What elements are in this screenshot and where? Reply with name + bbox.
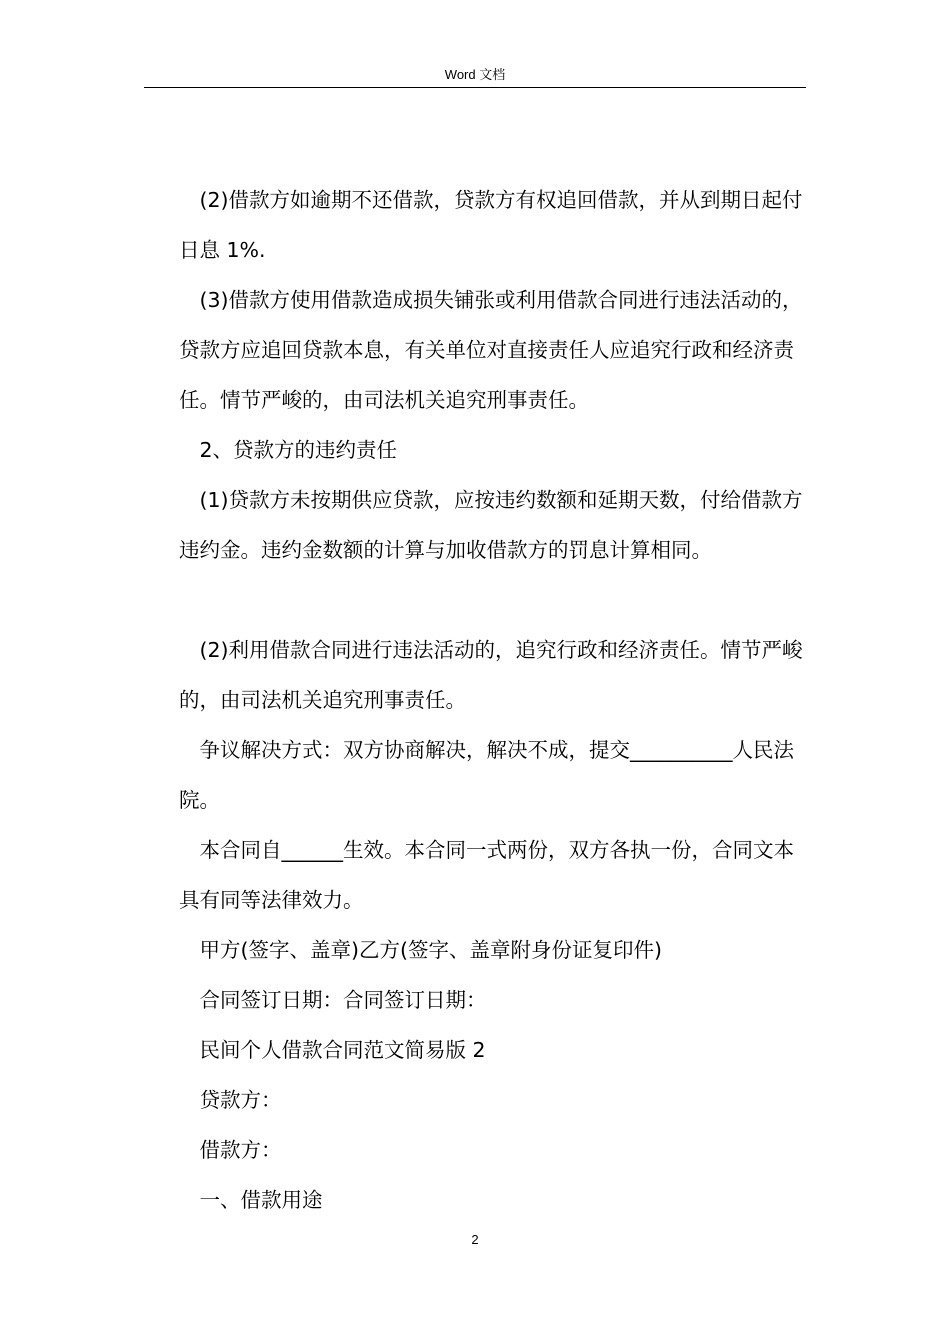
paragraph-signatures: 甲方(签字、盖章)乙方(签字、盖章附身份证复印件) xyxy=(199,938,662,962)
paragraph-misuse-liability: (3)借款方使用借款造成损失铺张或利用借款合同进行违法活动的，贷款方应追回贷款本息，有关单位对直接责任人应追究行政和经济责任。情节严峻的，由司法机关追究刑事责任。 xyxy=(179,288,803,412)
document-body xyxy=(179,175,804,1225)
paragraph-signing-date: 合同签订日期：合同签订日期： xyxy=(199,988,487,1012)
page-number: 2 xyxy=(471,1232,479,1247)
field-borrower: 借款方： xyxy=(199,1138,282,1162)
section-heading-loan-purpose: 一、借款用途 xyxy=(199,1188,323,1212)
page-header: Word 文档 xyxy=(444,67,506,82)
paragraph-spacer xyxy=(179,575,804,625)
document-subtitle: 民间个人借款合同范文简易版 2 xyxy=(199,1038,486,1062)
paragraph-overdue-interest: (2)借款方如逾期不还借款，贷款方有权追回借款，并从到期日起付日息 1%. xyxy=(179,188,803,262)
paragraph-effective-date: 本合同自______生效。本合同一式两份，双方各执一份，合同文本具有同等法律效力。 xyxy=(179,838,794,912)
paragraph-illegal-activity: (2)利用借款合同进行违法活动的，追究行政和经济责任。情节严峻的，由司法机关追究刑事责任。 xyxy=(179,638,803,712)
paragraph-lender-late-supply: (1)贷款方未按期供应贷款，应按违约数额和延期天数，付给借款方违约金。违约金数额的计算与加收借款方的罚息计算相同。 xyxy=(179,488,803,562)
header-divider xyxy=(144,87,806,88)
paragraph-dispute-resolution: 争议解决方式：双方协商解决，解决不成，提交__________人民法院。 xyxy=(179,738,794,812)
section-heading-lender-liability: 2、贷款方的违约责任 xyxy=(199,438,398,462)
field-lender: 贷款方： xyxy=(199,1088,282,1112)
